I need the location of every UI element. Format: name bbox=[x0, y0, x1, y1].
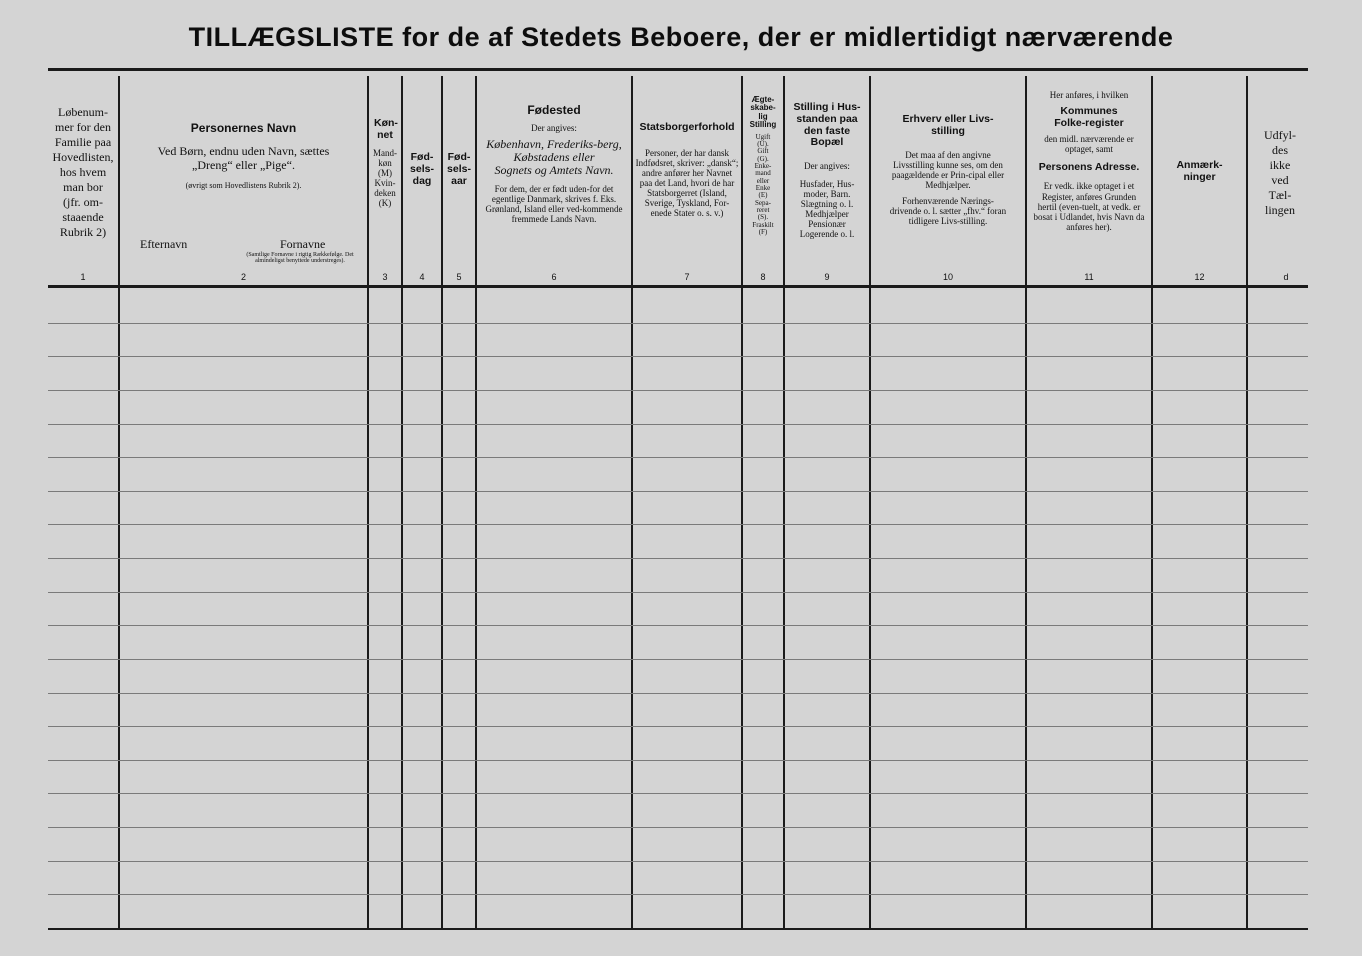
col8-line: (G). bbox=[757, 154, 769, 163]
col6-heading: Fødested bbox=[527, 103, 581, 117]
col3-line: (M) bbox=[378, 167, 392, 178]
form-row-line bbox=[48, 894, 1308, 895]
header-col-8 bbox=[743, 82, 783, 262]
col8-line: Enke- bbox=[754, 161, 772, 170]
form-row-line bbox=[48, 827, 1308, 828]
col7-heading: Statsborgerforhold bbox=[639, 121, 735, 133]
col8-line: Sepa- bbox=[755, 198, 771, 207]
col9-heading: Stilling i Hus-standen paa den faste Bopæl bbox=[793, 101, 861, 149]
col1-line: Hovedlisten, bbox=[52, 149, 114, 164]
header-col-11 bbox=[1027, 82, 1151, 262]
col1-line: (jfr. om- bbox=[63, 194, 103, 209]
col1-line: mer for den bbox=[55, 119, 111, 134]
col9-text: Husfader, Hus-moder, Barn. Slægtning o. l. Medhjælper Pensionær Logerende o. l. bbox=[799, 179, 855, 240]
col3-line: deken bbox=[374, 187, 396, 198]
col8-line: mand bbox=[755, 169, 771, 178]
form-row-line bbox=[48, 592, 1308, 593]
col-number: d bbox=[1283, 272, 1289, 282]
col1-line: Løbenum- bbox=[58, 104, 108, 119]
col-number: 6 bbox=[551, 272, 557, 282]
cold-line: lingen bbox=[1265, 203, 1295, 217]
top-rule bbox=[48, 68, 1308, 71]
col1-line: Familie paa bbox=[54, 134, 112, 149]
col6-places: København, Frederiks-berg, Købstadens eller bbox=[486, 136, 622, 164]
header-col-10 bbox=[871, 82, 1025, 262]
col6-places2: Sognets og Amtets Navn. bbox=[494, 163, 614, 178]
col-number: 9 bbox=[824, 272, 830, 282]
col6-note: For dem, der er født uden-for det egentlige Danmark, skrives f. Eks. Grønland, Island eller ved-kommende fremmede Lands Navn. bbox=[485, 183, 623, 225]
header-bottom-rule bbox=[48, 285, 1308, 288]
form-row-line bbox=[48, 760, 1308, 761]
form-row-line bbox=[48, 659, 1308, 660]
col3-line: Mand- bbox=[373, 147, 397, 158]
col3-line: køn bbox=[378, 157, 392, 168]
cold-line: des bbox=[1272, 143, 1288, 157]
header-col-2 bbox=[120, 82, 367, 262]
form-row-line bbox=[48, 693, 1308, 694]
form-row-line bbox=[48, 793, 1308, 794]
col-number: 8 bbox=[760, 272, 766, 282]
form-row-line bbox=[48, 558, 1308, 559]
col-number: 10 bbox=[942, 272, 953, 282]
cold-line: Udfyl- bbox=[1264, 128, 1296, 142]
form-row-line bbox=[48, 390, 1308, 391]
header-col-7 bbox=[633, 82, 741, 262]
cold-line: ikke bbox=[1269, 158, 1291, 172]
col8-line: reret bbox=[756, 206, 770, 214]
col10-heading: Erhverv eller Livs-stilling bbox=[902, 113, 994, 137]
col6-sub: Der angives: bbox=[531, 123, 577, 134]
col11-text: Er vedk. ikke optaget i et Register, anføres Grunden hertil (even-tuelt, at vedk. er bosat i Udlandet, hvis Navn da anføres her). bbox=[1033, 181, 1145, 232]
form-row-line bbox=[48, 524, 1308, 525]
col1-line: staaende bbox=[62, 209, 104, 224]
form-row-line bbox=[48, 625, 1308, 626]
col2-fornavne-note: (Samtlige Fornavne i rigtig Rækkefølge. Det almindeligst benyttede understreges). bbox=[246, 252, 354, 264]
col-number: 2 bbox=[240, 272, 246, 282]
col2-note: (øvrigt som Hovedlistens Rubrik 2). bbox=[185, 181, 302, 191]
col8-line: (F) bbox=[758, 228, 768, 237]
col8-line: eller bbox=[756, 176, 770, 185]
col10-text: Det maa af den angivne Livsstilling kunne ses, om den paagældende er Prin-cipal eller Medhjælper. bbox=[891, 149, 1005, 190]
col3-line: (K) bbox=[378, 197, 392, 208]
header-col-6 bbox=[477, 82, 631, 262]
form-row-line bbox=[48, 323, 1308, 324]
col8-line: Enke bbox=[755, 183, 771, 192]
form-row-line bbox=[48, 356, 1308, 357]
form-row-line bbox=[48, 861, 1308, 862]
col8-line: (U). bbox=[757, 139, 769, 148]
col8-line: Gift bbox=[757, 147, 769, 156]
col4-heading: Fød-sels-dag bbox=[410, 151, 434, 187]
col-number: 5 bbox=[456, 272, 462, 282]
form-row-line bbox=[48, 424, 1308, 425]
col11-heading: Kommunes Folke-register bbox=[1054, 105, 1124, 129]
col11-heading2: Personens Adresse. bbox=[1038, 160, 1140, 173]
header-col-3 bbox=[369, 82, 401, 262]
col-number: 1 bbox=[80, 272, 86, 282]
col11-pre: Her anføres, i hvilken bbox=[1049, 90, 1129, 100]
col2-efternavn: Efternavn bbox=[140, 237, 188, 251]
col2-heading: Personernes Navn bbox=[190, 121, 297, 135]
col10-text2: Forhenværende Nærings-drivende o. l. sætter „fhv.“ foran tidligere Livs-stilling. bbox=[889, 195, 1007, 226]
header-col-d bbox=[1248, 82, 1312, 262]
col1-line: man bor bbox=[63, 179, 103, 194]
col8-line: (E) bbox=[758, 191, 768, 200]
col8-line: (S). bbox=[757, 213, 769, 222]
col2-fornavne: Fornavne bbox=[280, 237, 326, 251]
col8-line: Ugift bbox=[755, 132, 771, 141]
col11-mid: den midl. nærværende er optaget, samt bbox=[1044, 133, 1134, 154]
col-number: 3 bbox=[382, 272, 388, 282]
page-title: TILLÆGSLISTE for de af Stedets Beboere, der er midlertidigt nærværende bbox=[188, 22, 1174, 52]
bottom-rule bbox=[48, 928, 1308, 930]
header-col-9 bbox=[785, 82, 869, 262]
col8-line: Fraskilt bbox=[752, 220, 774, 229]
cold-line: Tæl- bbox=[1268, 188, 1292, 202]
col1-line: hos hvem bbox=[59, 164, 107, 179]
col-number: 4 bbox=[419, 272, 425, 282]
header-col-4 bbox=[403, 82, 441, 262]
col-number: 12 bbox=[1194, 272, 1205, 282]
form-row-line bbox=[48, 726, 1308, 727]
header-col-5 bbox=[443, 82, 475, 262]
col-number: 11 bbox=[1084, 272, 1094, 282]
col12-heading: Anmærk-ninger bbox=[1176, 159, 1223, 183]
col-number: 7 bbox=[684, 272, 690, 282]
col7-text: Personer, der har dansk Indfødsret, skriver: „dansk“; andre anfører her Navnet paa det Land, hvori de har Statsborgerret (Island, Sverige, Tyskland, For-enede Stater o. s. v.) bbox=[635, 147, 739, 219]
col3-line: Kvin- bbox=[374, 177, 396, 188]
col1-line: Rubrik 2) bbox=[59, 224, 107, 239]
header-col-1 bbox=[48, 82, 118, 262]
form-row-line bbox=[48, 491, 1308, 492]
col3-heading: Køn-net bbox=[374, 117, 398, 141]
col5-heading: Fød-sels-aar bbox=[447, 151, 471, 187]
cold-line: ved bbox=[1271, 173, 1289, 187]
col9-sub: Der angives: bbox=[804, 161, 850, 171]
header-col-12 bbox=[1153, 82, 1246, 262]
col2-sub: Ved Børn, endnu uden Navn, sættes „Dreng“ eller „Pige“. bbox=[157, 144, 330, 172]
form-row-line bbox=[48, 457, 1308, 458]
col8-heading: Ægte-skabe-lig Stilling bbox=[749, 95, 777, 130]
